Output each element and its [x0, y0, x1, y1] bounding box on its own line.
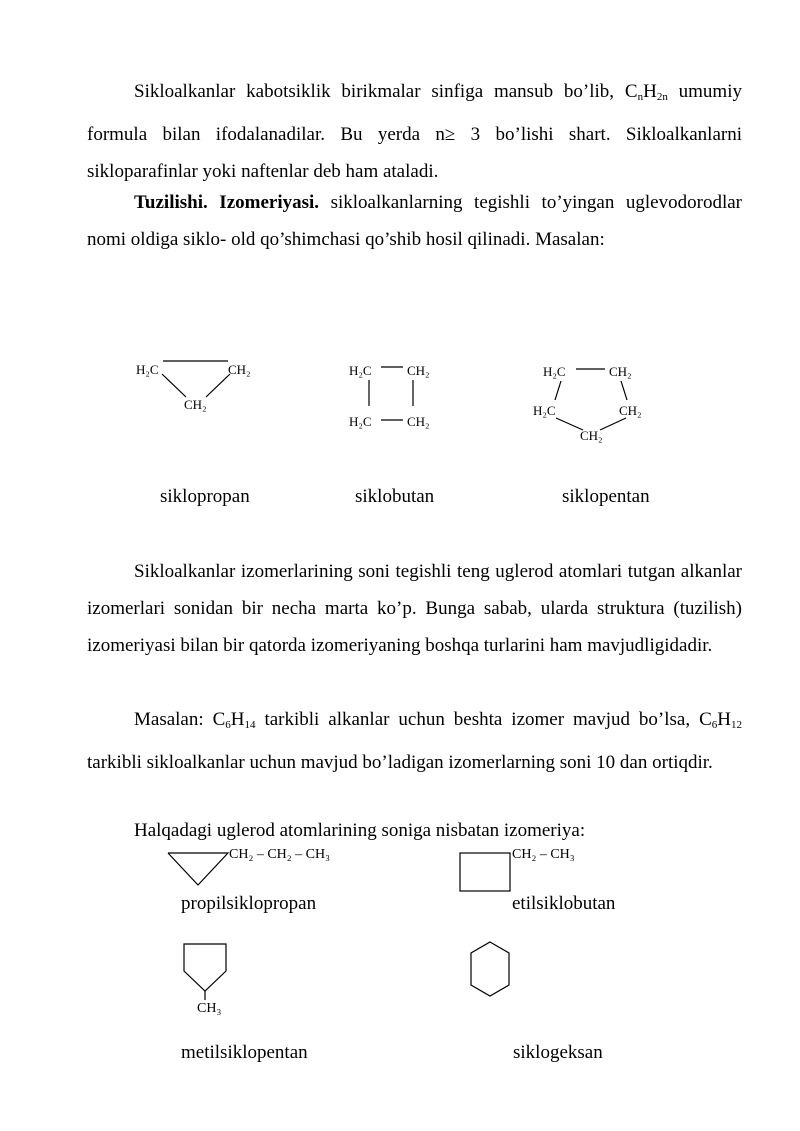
paragraph-isomer-count: Sikloalkanlar izomerlarining soni tegishli teng uglerod atomlari tutgan alkanlar izomerlari sonidan bir necha marta ko’p. Bunga sabab, ularda struktura (tuzilish) izomeriyasi bilan bir qatorda izomeriyaning boshqa turlarini ham mavjudligidadir.: [87, 561, 742, 656]
ethylcyclobutane-name: etilsiklobutan: [512, 893, 616, 914]
cyclopentane-right-label: CH₂: [619, 403, 642, 418]
ethylcyclobutane-ring-icon: [460, 853, 510, 891]
paragraph-structure: Tuzilishi. Izomeriyasi. sikloalkanlarning tegishli to’yingan uglevodorodlar nomi oldiga siklo- old qo’shimchasi qo’shib hosil qilinadi. Masalan:: [87, 192, 742, 250]
cyclopentane-left-label: H₂C: [533, 403, 556, 418]
cyclobutane-tl-label: H₂C: [349, 363, 372, 378]
paragraph-intro: Sikloalkanlar kabotsiklik birikmalar sinfiga mansub bo’lib, $C_nH_{2n}$ umumiy formula bilan ifodalanadilar. Bu yerda n≥ 3 bo’lishi shart. Sikloalkanlarni sikloparafinlar yoki naftenlar deb ham ataladi.: [87, 81, 742, 182]
propylcyclopropane-ring-icon: [168, 853, 228, 885]
cyclohexane-name: siklogeksan: [513, 1042, 603, 1063]
cyclobutane-tr-label: CH₂: [407, 363, 430, 378]
cyclopropane-bond-left: [162, 374, 186, 397]
cyclopropane-name: siklopropan: [160, 486, 250, 507]
methyl-group-label: CH₃: [197, 1001, 222, 1016]
cyclopropane-ch2-right-label: CH₂: [228, 362, 251, 377]
cyclopentane-top-right-label: CH₂: [609, 364, 632, 379]
section-heading: Tuzilishi. Izomeriyasi.: [134, 192, 320, 213]
cyclopentane-bond-bottom-left: [556, 418, 583, 430]
propylcyclopropane-name: propilsiklopropan: [181, 893, 317, 914]
cyclopentane-bond-bottom-right: [600, 418, 626, 430]
cyclopentane-top-left-label: H₂C: [543, 364, 566, 379]
paragraph-example: Masalan: $C_6H_{14}$ tarkibli alkanlar uchun beshta izomer mavjud bo’lsa, $C_6H_{12}$ tarkibli sikloalkanlar uchun mavjud bo’ladigan izomerlarning soni 10 dan ortiqdir.: [87, 709, 742, 773]
cyclopropane-bond-right: [206, 374, 230, 397]
cyclopentane-bond-right: [621, 381, 627, 400]
cyclobutane-name: siklobutan: [355, 486, 435, 507]
cyclopropane-h2c-label: H₂C: [136, 362, 159, 377]
cyclopentane-bond-left: [555, 381, 561, 400]
cyclopentane-bottom-label: CH₂: [580, 428, 603, 443]
cyclobutane-br-label: CH₂: [407, 414, 430, 429]
cyclobutane-bl-label: H₂C: [349, 414, 372, 429]
methylcyclopentane-name: metilsiklopentan: [181, 1042, 308, 1063]
cyclopentane-name: siklopentan: [562, 486, 650, 507]
cyclopropane-ch2-bottom-label: CH₂: [184, 397, 207, 412]
propyl-chain-label: CH₂ – CH₂ – CH₃: [229, 847, 330, 862]
paragraph-ring-isomerism: Halqadagi uglerod atomlarining soniga nisbatan izomeriya:: [134, 820, 586, 841]
ethyl-chain-label: CH₂ – CH₃: [512, 847, 575, 862]
cyclohexane-ring-icon: [471, 942, 509, 996]
methylcyclopentane-ring-icon: [184, 944, 226, 991]
